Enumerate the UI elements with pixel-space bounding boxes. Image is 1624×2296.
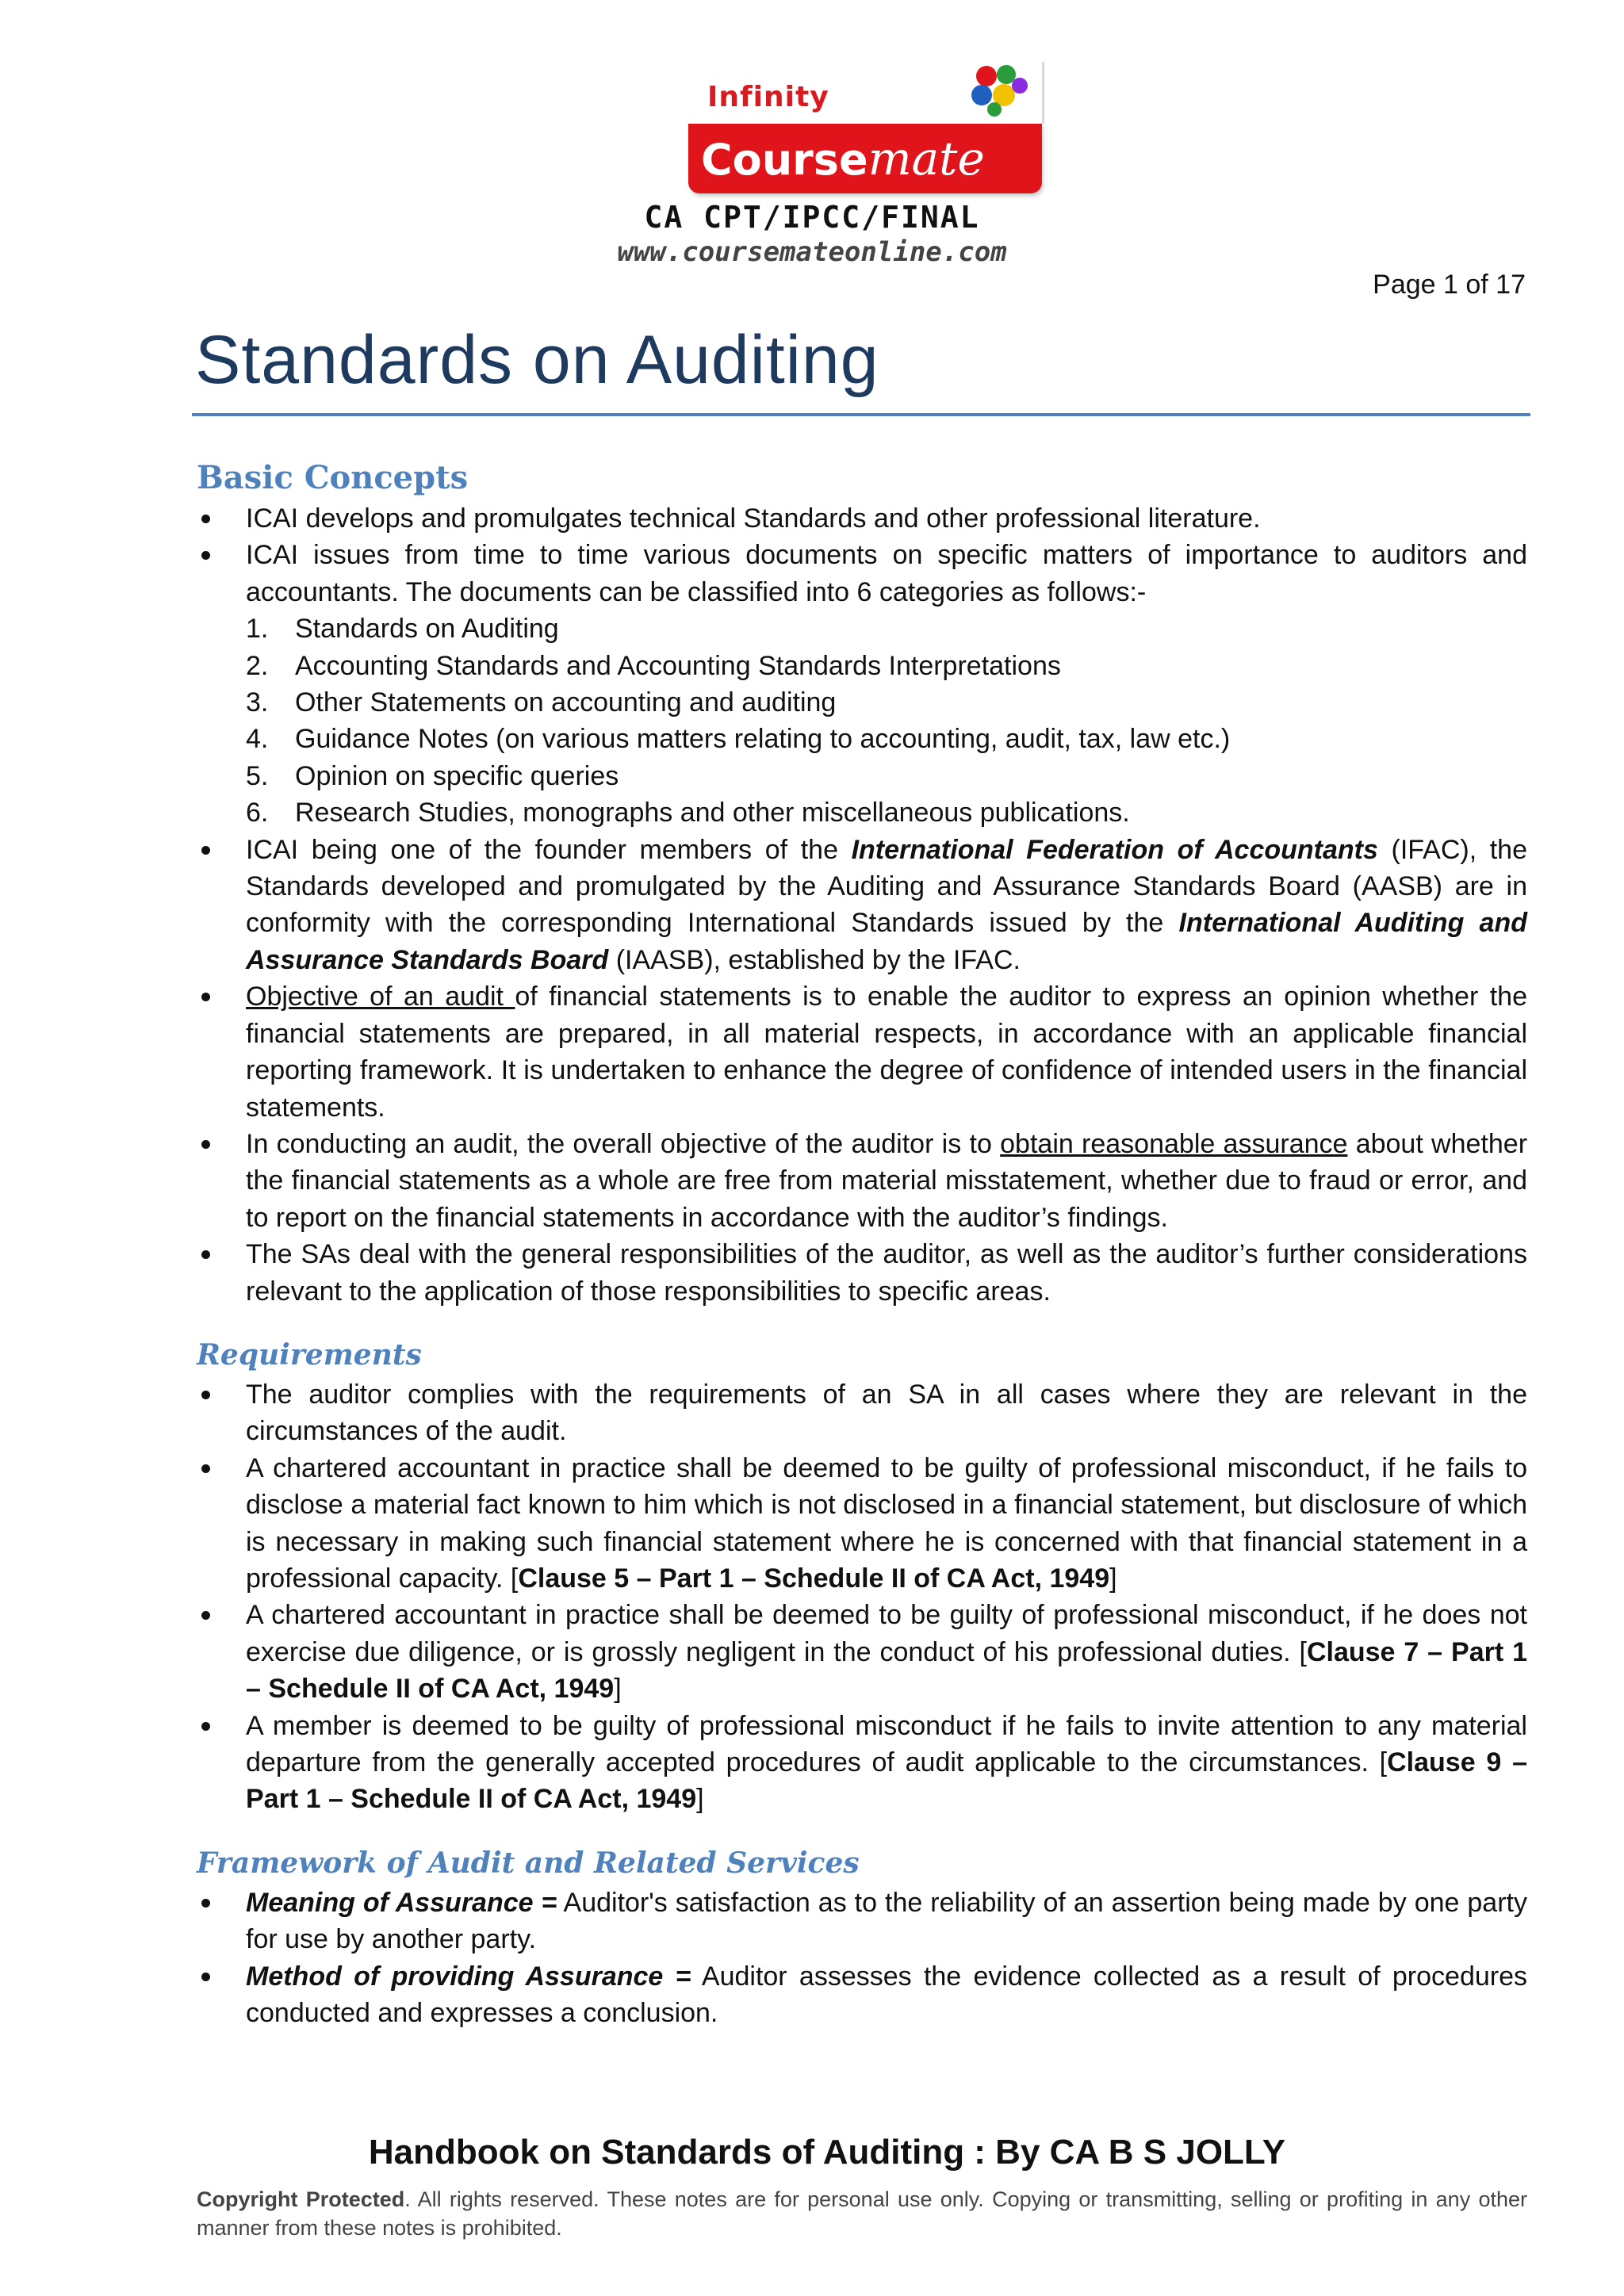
course-tagline: CA CPT/IPCC/FINAL	[644, 200, 980, 235]
main-content	[197, 456, 1527, 2031]
page-number: Page 1 of 17	[1373, 270, 1526, 300]
list-item: ICAI develops and promulgates technical Standards and other professional literature.	[197, 500, 1527, 537]
reasonable-assurance-underline: obtain reasonable assurance	[1000, 1128, 1348, 1159]
list-item: Objective of an audit of financial statements is to enable the auditor to express an opinion whether the financial statements are prepared, in all material respects, in accordance with an applicable financial reporting framework. It is undertaken to enhance the degree of confidence of intended users in the financial statements.	[197, 978, 1527, 1126]
list-item: Method of providing Assurance = Auditor assesses the evidence collected as a result of procedures conducted and expresses a conclusion.	[197, 1958, 1527, 2032]
category-item: 4. Guidance Notes (on various matters relating to accounting, audit, tax, law etc.)	[246, 724, 1231, 755]
coursemate-logo	[688, 62, 1042, 193]
section-heading-requirements: Requirements	[197, 1337, 422, 1372]
copyright-notice: Copyright Protected. All rights reserved. These notes are for personal use only. Copying or transmitting, selling or profiting in any other manner from these notes is prohibited.	[197, 2187, 1527, 2240]
clause-reference: Clause 5 – Part 1 – Schedule II of CA Act, 1949	[518, 1563, 1110, 1594]
list-item: A chartered accountant in practice shall be deemed to be guilty of professional misconduct, if he fails to disclose a material fact known to him which is not disclosed in a financial statement, but disclosure of which is necessary in making such financial statement where he is concerned with that financial statement in a professional capacity. [Clause 5 – Part 1 – Schedule II of CA Act, 1949]	[197, 1450, 1527, 1598]
category-item: 5. Opinion on specific queries	[246, 760, 619, 791]
list-item: The SAs deal with the general responsibilities of the auditor, as well as the auditor’s further considerations relevant to the application of those responsibilities to specific areas.	[197, 1236, 1527, 1310]
term-label: Meaning of Assurance =	[246, 1887, 557, 1918]
iaasb-emphasis: International Auditing and Assurance Standards Board	[246, 908, 1528, 975]
logo-infinity-text: Infinity	[707, 81, 829, 113]
list-item: Meaning of Assurance = Auditor's satisfaction as to the reliability of an assertion being made by one party for use by another party.	[197, 1885, 1527, 1958]
category-item: 1. Standards on Auditing	[246, 614, 559, 645]
category-item: 3. Other Statements on accounting and auditing	[246, 687, 837, 718]
section-heading-framework: Framework of Audit and Related Services	[197, 1846, 860, 1880]
basic-concepts-list	[197, 500, 1527, 1310]
list-item: In conducting an audit, the overall objective of the auditor is to obtain reasonable assurance about whether the financial statements as a whole are free from material misstatement, whether due to fraud or error, and to report on the financial statements in accordance with the auditor’s findings.	[197, 1126, 1527, 1236]
list-item: A chartered accountant in practice shall be deemed to be guilty of professional misconduct, if he does not exercise due diligence, or is grossly negligent in the conduct of his professional duties. [Clause 7 – Part 1 – Schedule II of CA Act, 1949]	[197, 1597, 1527, 1707]
list-item: ICAI issues from time to time various documents on specific matters of importance to auditors and accountants. The documents can be classified into 6 categories as follows:- 1. Standards on Auditing 2. Accounting Standards and Accounting Standards Interpretations 3. Other Statements on accounting and auditing 4. Guidance Notes (on various matters relating to accounting, audit, tax, law etc.) 5. Opinion on specific queries 6. Research Studies, monographs and other miscellaneous publications.	[197, 537, 1527, 831]
category-item: 6. Research Studies, monographs and other miscellaneous publications.	[246, 798, 1130, 828]
list-item: The auditor complies with the requirements of an SA in all cases where they are relevant in the circumstances of the audit.	[197, 1376, 1527, 1450]
footer-title: Handbook on Standards of Auditing : By CA B S JOLLY	[368, 2133, 1286, 2172]
ifac-emphasis: International Federation of Accountants	[851, 834, 1378, 865]
list-item: A member is deemed to be guilty of professional misconduct if he fails to invite attention to any material departure from the generally accepted procedures of audit applicable to the circumstances. [Clause 9 – Part 1 – Schedule II of CA Act, 1949]	[197, 1708, 1527, 1818]
category-list	[246, 610, 1527, 831]
puzzle-logo-icon	[963, 63, 1031, 117]
clause-reference: Clause 7 – Part 1 – Schedule II of CA Act, 1949	[246, 1636, 1527, 1705]
clause-reference: Clause 9 – Part 1 – Schedule II of CA Act, 1949	[246, 1747, 1527, 1815]
term-label: Method of providing Assurance =	[246, 1961, 691, 1992]
title-divider	[192, 413, 1530, 416]
objective-underline: Objective of an audit	[246, 982, 515, 1012]
requirements-list	[197, 1376, 1527, 1818]
category-item: 2. Accounting Standards and Accounting Standards Interpretations	[246, 650, 1061, 681]
section-heading-basic-concepts: Basic Concepts	[197, 459, 469, 496]
list-item: ICAI being one of the founder members of the International Federation of Accountants (IFAC), the Standards developed and promulgated by the Auditing and Assurance Standards Board (AASB) are in conformity with the corresponding International Standards issued by the International Auditing and Assurance Standards Board (IAASB), established by the IFAC.	[197, 832, 1527, 979]
framework-list	[197, 1885, 1527, 2032]
website-url: www.coursemateonline.com	[617, 236, 1007, 268]
logo-brand: Coursemate	[701, 132, 985, 186]
page-title: Standards on Auditing	[195, 322, 879, 398]
